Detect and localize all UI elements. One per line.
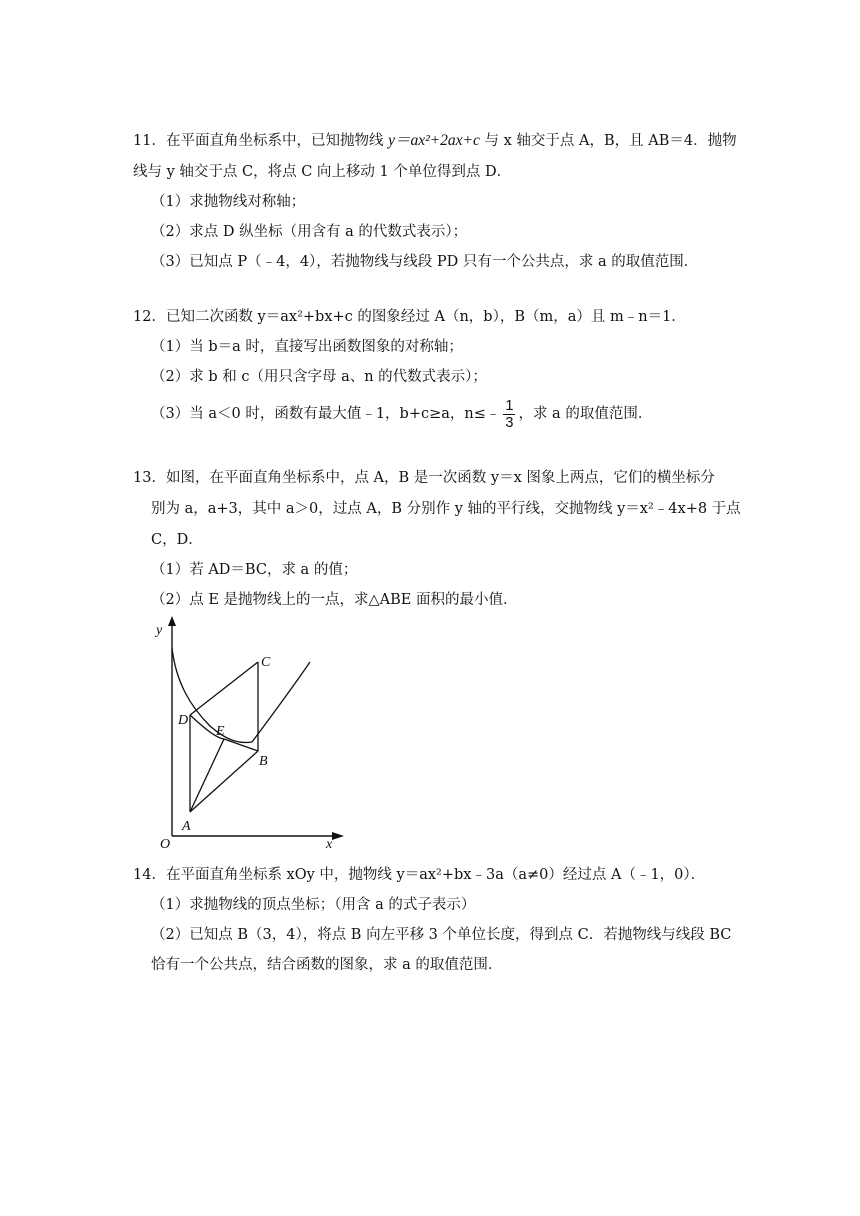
q12-part-3-b: ，求 a 的取值范围． bbox=[518, 406, 653, 422]
q11-text-b: 与 x 轴交于点 A，B，且 AB＝4．抛物 bbox=[479, 133, 737, 149]
origin-label: O bbox=[160, 837, 171, 852]
y-axis-label: y bbox=[156, 623, 163, 638]
q14-stem: 在平面直角坐标系 xOy 中，抛物线 y＝ax²+bx﹣3a（a≠0）经过点 A（﹣1，0）． bbox=[165, 867, 706, 883]
q12-part-1: （1）当 b＝a 时，直接写出函数图象的对称轴； bbox=[151, 339, 463, 355]
q13-stem-1: 如图，在平面直角坐标系中，点 A，B 是一次函数 y＝x 图象上两点，它们的横坐标分 bbox=[165, 470, 715, 486]
fraction bbox=[503, 398, 515, 431]
q11-number: 11． bbox=[133, 133, 166, 149]
q13-line-3: C，D． bbox=[151, 532, 203, 548]
geometry-figure bbox=[140, 614, 350, 854]
q12-line-1 bbox=[133, 307, 686, 327]
q11-part-3: （3）已知点 P（﹣4，4），若抛物线与线段 PD 只有一个公共点，求 a 的取值范围． bbox=[151, 254, 699, 270]
parabola-right-branch bbox=[252, 662, 310, 742]
point-E-label: E bbox=[216, 724, 225, 739]
q13-part-1: （1）若 AD＝BC，求 a 的值； bbox=[151, 562, 358, 578]
q12-number: 12． bbox=[133, 309, 166, 325]
point-A-label: A bbox=[182, 819, 191, 834]
x-axis-label: x bbox=[326, 837, 333, 852]
y-axis-arrow bbox=[168, 616, 176, 626]
q14-number: 14． bbox=[133, 867, 166, 883]
point-D-label: D bbox=[178, 713, 189, 728]
q13-line-2: 别为 a，a+3，其中 a＞0，过点 A，B 分别作 y 轴的平行线，交抛物线 y＝x²﹣4x+8 于点 bbox=[151, 501, 741, 517]
q11-text-a: 在平面直角坐标系中，已知抛物线 bbox=[165, 133, 389, 149]
q14-part-2: （2）已知点 B（3，4），将点 B 向左平移 3 个单位长度，得到点 C．若抛物线与线段 BC bbox=[151, 927, 732, 943]
point-C-label: C bbox=[261, 655, 271, 670]
q11-line-2: 线与 y 轴交于点 C，将点 C 向上移动 1 个单位得到点 D． bbox=[133, 164, 512, 180]
segment-AE bbox=[190, 739, 224, 812]
parabola-curve bbox=[172, 648, 252, 742]
q11-line-1 bbox=[133, 131, 737, 151]
q13-line-1 bbox=[133, 468, 715, 488]
q13-number: 13． bbox=[133, 470, 166, 486]
q11-equation: y＝ax²+2ax+c bbox=[388, 132, 480, 149]
q13-part-2: （2）点 E 是抛物线上的一点，求△ABE 面积的最小值． bbox=[151, 592, 518, 608]
q14-part-1: （1）求抛物线的顶点坐标；（用含 a 的式子表示） bbox=[151, 897, 476, 913]
q12-part-3-a: （3）当 a＜0 时，函数有最大值﹣1，b+c≥a，n≤﹣ bbox=[151, 406, 501, 422]
q12-stem: 已知二次函数 y＝ax²+bx+c 的图象经过 A（n，b），B（m，a）且 m﹣n＝1． bbox=[165, 309, 686, 325]
fraction-denominator: 3 bbox=[505, 414, 514, 431]
q12-part-3 bbox=[151, 396, 652, 432]
q14-line-1 bbox=[133, 865, 705, 885]
q14-part-3: 恰有一个公共点，结合函数的图象，求 a 的取值范围． bbox=[151, 957, 503, 973]
point-B-label: B bbox=[259, 754, 268, 769]
segment-AB bbox=[190, 751, 258, 812]
segment-DC bbox=[190, 662, 258, 715]
fraction-numerator: 1 bbox=[505, 397, 514, 414]
q11-part-2: （2）求点 D 纵坐标（用含有 a 的代数式表示）； bbox=[151, 224, 468, 240]
q11-part-1: （1）求抛物线对称轴； bbox=[151, 194, 306, 210]
q12-part-2: （2）求 b 和 c（用只含字母 a、n 的代数式表示）； bbox=[151, 369, 487, 385]
x-axis-arrow bbox=[332, 832, 344, 840]
